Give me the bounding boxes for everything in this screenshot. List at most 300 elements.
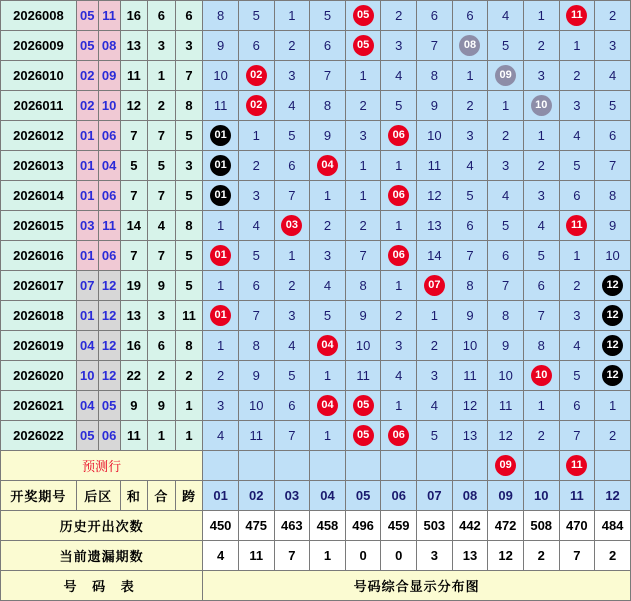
miss-count-value: 2 xyxy=(595,541,631,571)
distribution-cell: 3 xyxy=(488,151,524,181)
distribution-cell xyxy=(381,121,417,151)
marked-number-ball: 02 xyxy=(246,65,267,86)
issue-number: 2026010 xyxy=(1,61,77,91)
distribution-cell xyxy=(523,361,559,391)
header-number-10: 10 xyxy=(523,481,559,511)
distribution-cell: 11 xyxy=(452,361,488,391)
combo-value: 5 xyxy=(148,151,176,181)
history-count-value: 470 xyxy=(559,511,595,541)
history-count-value: 442 xyxy=(452,511,488,541)
distribution-cell: 3 xyxy=(345,121,381,151)
span-value: 8 xyxy=(175,211,203,241)
miss-count-value: 0 xyxy=(381,541,417,571)
distribution-cell: 1 xyxy=(274,1,310,31)
table-row xyxy=(1,271,631,301)
issue-number: 2026016 xyxy=(1,241,77,271)
combo-value: 4 xyxy=(148,211,176,241)
combo-value: 3 xyxy=(148,31,176,61)
distribution-cell: 4 xyxy=(203,421,239,451)
distribution-cell: 3 xyxy=(310,241,346,271)
distribution-cell: 1 xyxy=(559,241,595,271)
distribution-cell: 3 xyxy=(559,91,595,121)
back-zone-number-2: 06 xyxy=(98,181,120,211)
header-number-09: 09 xyxy=(488,481,524,511)
distribution-cell xyxy=(345,391,381,421)
distribution-cell: 6 xyxy=(488,241,524,271)
distribution-cell: 11 xyxy=(238,421,274,451)
distribution-cell xyxy=(595,361,631,391)
distribution-cell xyxy=(488,61,524,91)
distribution-cell: 3 xyxy=(238,181,274,211)
distribution-cell: 6 xyxy=(559,181,595,211)
distribution-cell: 6 xyxy=(238,31,274,61)
span-value: 7 xyxy=(175,61,203,91)
history-count-value: 472 xyxy=(488,511,524,541)
distribution-cell: 3 xyxy=(381,31,417,61)
distribution-cell: 9 xyxy=(488,331,524,361)
sum-value: 16 xyxy=(120,1,148,31)
distribution-cell: 1 xyxy=(523,1,559,31)
prediction-cell xyxy=(523,451,559,481)
distribution-cell: 9 xyxy=(238,361,274,391)
back-zone-number-1: 04 xyxy=(76,331,98,361)
sum-value: 7 xyxy=(120,121,148,151)
table-row xyxy=(1,211,631,241)
marked-number-ball: 11 xyxy=(566,5,587,26)
distribution-cell: 3 xyxy=(595,31,631,61)
marked-number-ball: 01 xyxy=(210,305,231,326)
span-value: 6 xyxy=(175,1,203,31)
distribution-cell: 5 xyxy=(310,1,346,31)
header-number-08: 08 xyxy=(452,481,488,511)
distribution-cell: 2 xyxy=(345,91,381,121)
distribution-cell xyxy=(203,121,239,151)
distribution-cell xyxy=(595,301,631,331)
marked-number-ball: 12 xyxy=(602,335,623,356)
distribution-cell: 7 xyxy=(488,271,524,301)
distribution-cell: 1 xyxy=(310,181,346,211)
issue-number: 2026018 xyxy=(1,301,77,331)
distribution-cell: 4 xyxy=(559,331,595,361)
distribution-cell: 1 xyxy=(345,181,381,211)
marked-number-ball: 06 xyxy=(388,185,409,206)
distribution-cell: 1 xyxy=(238,121,274,151)
distribution-cell: 2 xyxy=(310,211,346,241)
miss-count-value: 2 xyxy=(523,541,559,571)
distribution-cell: 12 xyxy=(417,181,453,211)
span-value: 5 xyxy=(175,181,203,211)
back-zone-number-1: 07 xyxy=(76,271,98,301)
column-header-row xyxy=(1,481,631,511)
issue-number: 2026019 xyxy=(1,331,77,361)
combo-value: 1 xyxy=(148,421,176,451)
back-zone-number-2: 11 xyxy=(98,211,120,241)
distribution-cell xyxy=(559,1,595,31)
table-row xyxy=(1,421,631,451)
sum-value: 13 xyxy=(120,301,148,331)
distribution-cell: 10 xyxy=(203,61,239,91)
miss-count-value: 4 xyxy=(203,541,239,571)
table-row xyxy=(1,61,631,91)
span-value: 5 xyxy=(175,241,203,271)
distribution-cell: 3 xyxy=(381,331,417,361)
distribution-cell: 1 xyxy=(310,361,346,391)
back-zone-number-1: 01 xyxy=(76,241,98,271)
back-zone-number-1: 02 xyxy=(76,61,98,91)
distribution-cell xyxy=(238,91,274,121)
distribution-cell: 11 xyxy=(417,151,453,181)
back-zone-number-2: 12 xyxy=(98,271,120,301)
back-zone-number-2: 08 xyxy=(98,31,120,61)
miss-count-value: 0 xyxy=(345,541,381,571)
marked-number-ball: 03 xyxy=(281,215,302,236)
distribution-cell: 5 xyxy=(595,91,631,121)
distribution-cell: 4 xyxy=(274,91,310,121)
back-zone-number-2: 06 xyxy=(98,241,120,271)
distribution-cell: 7 xyxy=(238,301,274,331)
issue-number: 2026014 xyxy=(1,181,77,211)
distribution-cell: 2 xyxy=(595,421,631,451)
back-zone-number-2: 09 xyxy=(98,61,120,91)
distribution-cell xyxy=(310,331,346,361)
history-count-value: 450 xyxy=(203,511,239,541)
distribution-cell: 7 xyxy=(559,421,595,451)
prediction-cell xyxy=(381,451,417,481)
span-value: 8 xyxy=(175,91,203,121)
sum-value: 11 xyxy=(120,421,148,451)
prediction-cell xyxy=(595,451,631,481)
distribution-cell: 1 xyxy=(523,391,559,421)
distribution-cell: 2 xyxy=(417,331,453,361)
distribution-cell: 6 xyxy=(559,391,595,421)
distribution-cell: 1 xyxy=(452,61,488,91)
sum-value: 19 xyxy=(120,271,148,301)
marked-number-ball: 04 xyxy=(317,395,338,416)
distribution-cell: 8 xyxy=(452,271,488,301)
distribution-cell: 1 xyxy=(381,271,417,301)
combo-value: 7 xyxy=(148,121,176,151)
combo-value: 6 xyxy=(148,331,176,361)
distribution-cell xyxy=(452,31,488,61)
miss-count-row xyxy=(1,541,631,571)
distribution-cell xyxy=(417,271,453,301)
distribution-cell xyxy=(203,181,239,211)
distribution-cell: 7 xyxy=(595,151,631,181)
distribution-cell: 6 xyxy=(523,271,559,301)
marked-number-ball: 01 xyxy=(210,245,231,266)
distribution-cell: 8 xyxy=(488,301,524,331)
distribution-cell: 6 xyxy=(274,391,310,421)
issue-number: 2026009 xyxy=(1,31,77,61)
distribution-cell: 5 xyxy=(381,91,417,121)
table-row xyxy=(1,31,631,61)
history-count-value: 459 xyxy=(381,511,417,541)
distribution-cell: 4 xyxy=(452,151,488,181)
distribution-cell xyxy=(203,151,239,181)
distribution-cell: 2 xyxy=(274,271,310,301)
footer-right-title: 号码综合显示分布图 xyxy=(203,571,631,601)
distribution-cell: 8 xyxy=(238,331,274,361)
distribution-cell: 6 xyxy=(238,271,274,301)
header-sum-label: 和 xyxy=(120,481,148,511)
back-zone-number-2: 05 xyxy=(98,391,120,421)
header-span-label: 跨 xyxy=(175,481,203,511)
distribution-cell: 4 xyxy=(595,61,631,91)
distribution-cell: 6 xyxy=(452,1,488,31)
distribution-cell: 2 xyxy=(345,211,381,241)
distribution-cell: 9 xyxy=(452,301,488,331)
miss-count-value: 13 xyxy=(452,541,488,571)
combo-value: 1 xyxy=(148,61,176,91)
issue-number: 2026017 xyxy=(1,271,77,301)
history-count-value: 458 xyxy=(310,511,346,541)
prediction-cell xyxy=(203,451,239,481)
distribution-cell: 2 xyxy=(203,361,239,391)
table-row xyxy=(1,1,631,31)
marked-number-ball: 04 xyxy=(317,335,338,356)
span-value: 8 xyxy=(175,331,203,361)
distribution-cell: 5 xyxy=(417,421,453,451)
history-count-value: 496 xyxy=(345,511,381,541)
distribution-cell: 11 xyxy=(488,391,524,421)
distribution-cell: 6 xyxy=(595,121,631,151)
distribution-cell: 4 xyxy=(488,1,524,31)
distribution-cell xyxy=(203,241,239,271)
distribution-cell xyxy=(523,91,559,121)
distribution-cell xyxy=(310,391,346,421)
header-number-06: 06 xyxy=(381,481,417,511)
distribution-cell: 2 xyxy=(523,151,559,181)
distribution-cell: 4 xyxy=(559,121,595,151)
distribution-cell xyxy=(274,211,310,241)
distribution-cell: 2 xyxy=(559,271,595,301)
back-zone-number-1: 02 xyxy=(76,91,98,121)
distribution-cell: 13 xyxy=(417,211,453,241)
history-count-value: 484 xyxy=(595,511,631,541)
distribution-cell: 9 xyxy=(417,91,453,121)
distribution-cell: 2 xyxy=(488,121,524,151)
distribution-cell: 1 xyxy=(203,331,239,361)
history-count-value: 475 xyxy=(238,511,274,541)
history-count-row xyxy=(1,511,631,541)
miss-count-value: 3 xyxy=(417,541,453,571)
distribution-cell: 1 xyxy=(523,121,559,151)
distribution-cell: 11 xyxy=(345,361,381,391)
issue-number: 2026013 xyxy=(1,151,77,181)
distribution-cell: 8 xyxy=(595,181,631,211)
distribution-cell: 10 xyxy=(452,331,488,361)
distribution-cell: 3 xyxy=(274,301,310,331)
header-number-01: 01 xyxy=(203,481,239,511)
distribution-cell xyxy=(381,181,417,211)
table-row xyxy=(1,181,631,211)
header-number-07: 07 xyxy=(417,481,453,511)
header-issue-label: 开奖期号 xyxy=(1,481,77,511)
distribution-cell: 11 xyxy=(203,91,239,121)
distribution-cell: 1 xyxy=(559,31,595,61)
marked-number-ball: 06 xyxy=(388,425,409,446)
distribution-cell: 8 xyxy=(203,1,239,31)
prediction-cell xyxy=(274,451,310,481)
back-zone-number-1: 01 xyxy=(76,151,98,181)
sum-value: 16 xyxy=(120,331,148,361)
back-zone-number-2: 06 xyxy=(98,421,120,451)
distribution-cell: 5 xyxy=(452,181,488,211)
miss-count-value: 11 xyxy=(238,541,274,571)
span-value: 11 xyxy=(175,301,203,331)
distribution-cell xyxy=(381,241,417,271)
distribution-cell: 5 xyxy=(310,301,346,331)
distribution-cell: 10 xyxy=(595,241,631,271)
marked-number-ball: 06 xyxy=(388,125,409,146)
distribution-cell: 1 xyxy=(381,151,417,181)
sum-value: 9 xyxy=(120,391,148,421)
distribution-cell: 5 xyxy=(274,121,310,151)
issue-number: 2026021 xyxy=(1,391,77,421)
prediction-cell xyxy=(310,451,346,481)
distribution-cell: 5 xyxy=(559,361,595,391)
back-zone-number-1: 03 xyxy=(76,211,98,241)
sum-value: 7 xyxy=(120,241,148,271)
back-zone-number-2: 11 xyxy=(98,1,120,31)
back-zone-number-1: 05 xyxy=(76,31,98,61)
header-number-05: 05 xyxy=(345,481,381,511)
distribution-cell xyxy=(381,421,417,451)
header-number-03: 03 xyxy=(274,481,310,511)
distribution-cell: 13 xyxy=(452,421,488,451)
distribution-cell: 2 xyxy=(452,91,488,121)
distribution-cell: 2 xyxy=(595,1,631,31)
header-combo-label: 合 xyxy=(148,481,176,511)
distribution-cell: 6 xyxy=(274,151,310,181)
distribution-cell: 2 xyxy=(523,421,559,451)
distribution-cell: 5 xyxy=(523,241,559,271)
back-zone-number-2: 12 xyxy=(98,331,120,361)
footer-row xyxy=(1,571,631,601)
distribution-cell: 2 xyxy=(559,61,595,91)
distribution-cell: 10 xyxy=(238,391,274,421)
combo-value: 7 xyxy=(148,241,176,271)
distribution-cell xyxy=(559,211,595,241)
miss-count-label: 当前遗漏期数 xyxy=(1,541,203,571)
distribution-cell: 1 xyxy=(310,421,346,451)
back-zone-number-2: 12 xyxy=(98,361,120,391)
distribution-cell: 4 xyxy=(381,61,417,91)
span-value: 1 xyxy=(175,421,203,451)
combo-value: 6 xyxy=(148,1,176,31)
distribution-cell: 7 xyxy=(274,181,310,211)
span-value: 2 xyxy=(175,361,203,391)
distribution-cell: 2 xyxy=(523,31,559,61)
distribution-cell xyxy=(310,151,346,181)
table-row xyxy=(1,121,631,151)
marked-number-ball: 06 xyxy=(388,245,409,266)
back-zone-number-1: 04 xyxy=(76,391,98,421)
prediction-cell xyxy=(452,451,488,481)
prediction-label: 预测行 xyxy=(1,451,203,481)
distribution-cell xyxy=(595,271,631,301)
prediction-cell xyxy=(345,451,381,481)
marked-number-ball: 08 xyxy=(459,35,480,56)
miss-count-value: 12 xyxy=(488,541,524,571)
distribution-cell: 4 xyxy=(274,331,310,361)
distribution-cell: 9 xyxy=(345,301,381,331)
sum-value: 22 xyxy=(120,361,148,391)
back-zone-number-2: 10 xyxy=(98,91,120,121)
distribution-cell: 7 xyxy=(345,241,381,271)
history-count-value: 508 xyxy=(523,511,559,541)
header-number-04: 04 xyxy=(310,481,346,511)
distribution-cell: 3 xyxy=(452,121,488,151)
distribution-cell: 9 xyxy=(203,31,239,61)
table-row xyxy=(1,391,631,421)
combo-value: 2 xyxy=(148,91,176,121)
table-row xyxy=(1,151,631,181)
distribution-cell: 5 xyxy=(274,361,310,391)
distribution-cell: 7 xyxy=(417,31,453,61)
back-zone-number-2: 06 xyxy=(98,121,120,151)
distribution-cell: 1 xyxy=(381,391,417,421)
distribution-cell: 2 xyxy=(274,31,310,61)
marked-number-ball: 01 xyxy=(210,155,231,176)
distribution-cell xyxy=(238,61,274,91)
marked-number-ball: 09 xyxy=(495,455,516,476)
marked-number-ball: 12 xyxy=(602,305,623,326)
distribution-cell xyxy=(345,1,381,31)
marked-number-ball: 11 xyxy=(566,455,587,476)
back-zone-number-1: 05 xyxy=(76,1,98,31)
distribution-cell: 12 xyxy=(488,421,524,451)
marked-number-ball: 05 xyxy=(353,5,374,26)
back-zone-number-1: 05 xyxy=(76,421,98,451)
distribution-cell: 5 xyxy=(488,211,524,241)
marked-number-ball: 01 xyxy=(210,185,231,206)
distribution-cell: 14 xyxy=(417,241,453,271)
distribution-cell xyxy=(203,301,239,331)
span-value: 5 xyxy=(175,121,203,151)
distribution-cell: 4 xyxy=(238,211,274,241)
span-value: 1 xyxy=(175,391,203,421)
distribution-cell: 6 xyxy=(452,211,488,241)
back-zone-number-2: 12 xyxy=(98,301,120,331)
header-number-11: 11 xyxy=(559,481,595,511)
combo-value: 3 xyxy=(148,301,176,331)
issue-number: 2026020 xyxy=(1,361,77,391)
distribution-cell: 5 xyxy=(238,1,274,31)
back-zone-number-1: 01 xyxy=(76,181,98,211)
sum-value: 12 xyxy=(120,91,148,121)
marked-number-ball: 12 xyxy=(602,275,623,296)
marked-number-ball: 09 xyxy=(495,65,516,86)
distribution-cell: 2 xyxy=(381,301,417,331)
marked-number-ball: 05 xyxy=(353,425,374,446)
distribution-cell: 5 xyxy=(238,241,274,271)
distribution-cell: 3 xyxy=(203,391,239,421)
distribution-cell: 10 xyxy=(417,121,453,151)
miss-count-value: 7 xyxy=(559,541,595,571)
table-row xyxy=(1,91,631,121)
distribution-cell: 4 xyxy=(417,391,453,421)
span-value: 3 xyxy=(175,31,203,61)
back-zone-number-1: 10 xyxy=(76,361,98,391)
distribution-cell: 5 xyxy=(559,151,595,181)
distribution-cell: 7 xyxy=(523,301,559,331)
marked-number-ball: 02 xyxy=(246,95,267,116)
span-value: 3 xyxy=(175,151,203,181)
distribution-cell: 4 xyxy=(488,181,524,211)
distribution-cell: 8 xyxy=(345,271,381,301)
marked-number-ball: 11 xyxy=(566,215,587,236)
